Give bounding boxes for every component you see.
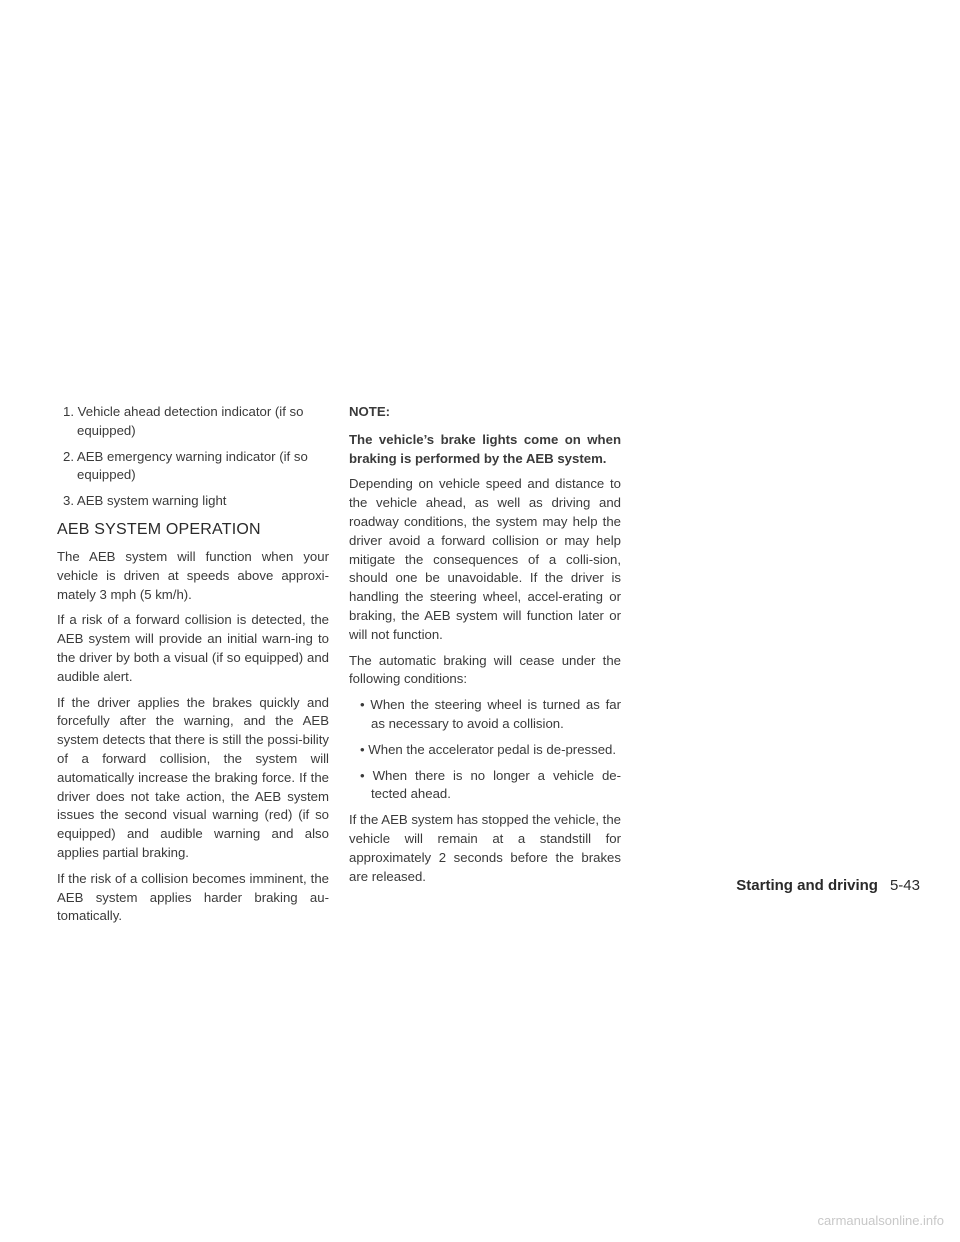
- page-footer: [736, 876, 920, 896]
- paragraph-4: If the risk of a collision becomes imminent, the AEB system applies harder braking au-tomatically.: [57, 870, 329, 924]
- note-text: The vehicle’s brake lights come on when braking is performed by the AEB system.: [349, 431, 621, 466]
- footer-page-number: 5-43: [889, 877, 920, 894]
- right-paragraph-2: The automatic braking will cease under the following conditions:: [349, 652, 621, 687]
- right-column: [349, 403, 621, 893]
- list-item-3: 3. AEB system warning light: [63, 493, 227, 509]
- note-label: NOTE:: [349, 404, 391, 419]
- list-item-2: 2. AEB emergency warning indicator (if so equipped): [63, 448, 308, 483]
- bullet-item-3: • When there is no longer a vehicle de-tected ahead.: [360, 767, 622, 802]
- footer-section-title: Starting and driving: [736, 877, 878, 894]
- bullet-text: When there is no longer a vehicle de-tected ahead.: [371, 767, 622, 802]
- section-heading: AEB SYSTEM OPERATION: [57, 520, 261, 538]
- right-paragraph-3: If the AEB system has stopped the vehicle, the vehicle will remain at a standstill for approximately 2 seconds before the brakes are released.: [349, 812, 621, 884]
- paragraph-2: If a risk of a forward collision is detected, the AEB system will provide an initial warn-ing to the driver by both a visual (if so equipped) and audible alert.: [57, 612, 329, 684]
- left-column: [57, 403, 329, 933]
- paragraph-3: If the driver applies the brakes quickly and forcefully after the warning, and the AEB system detects that there is still the possi-bility of a forward collision, the system will automatically increase the braking force. If the driver does not take action, the AEB system issues the second visual warning (red) (if so equipped) and audible warning and also applies partial braking.: [57, 694, 329, 860]
- list-item-1: 1. Vehicle ahead detection indicator (if so equipped): [63, 404, 304, 438]
- bullet-item-2: • When the accelerator pedal is de-pressed.: [360, 741, 617, 757]
- bullet-text: When the steering wheel is turned as far as necessary to avoid a collision.: [370, 697, 621, 731]
- watermark: carmanualsonline.info: [817, 1213, 944, 1228]
- bullet-item-1: • When the steering wheel is turned as far as necessary to avoid a collision.: [360, 697, 621, 731]
- paragraph-1: The AEB system will function when your vehicle is driven at speeds above approxi-mately 3 mph (5 km/h).: [57, 548, 329, 602]
- bullet-text: When the accelerator pedal is de-pressed.: [368, 741, 617, 757]
- right-paragraph-1: Depending on vehicle speed and distance to the vehicle ahead, as well as driving and roadway conditions, the system may help the driver avoid a forward collision or may help mitigate the consequences of a colli-sion, should one be unavoidable. If the driver is handling the steering wheel, accel-erating or braking, the AEB system will function later or will not function.: [349, 476, 621, 642]
